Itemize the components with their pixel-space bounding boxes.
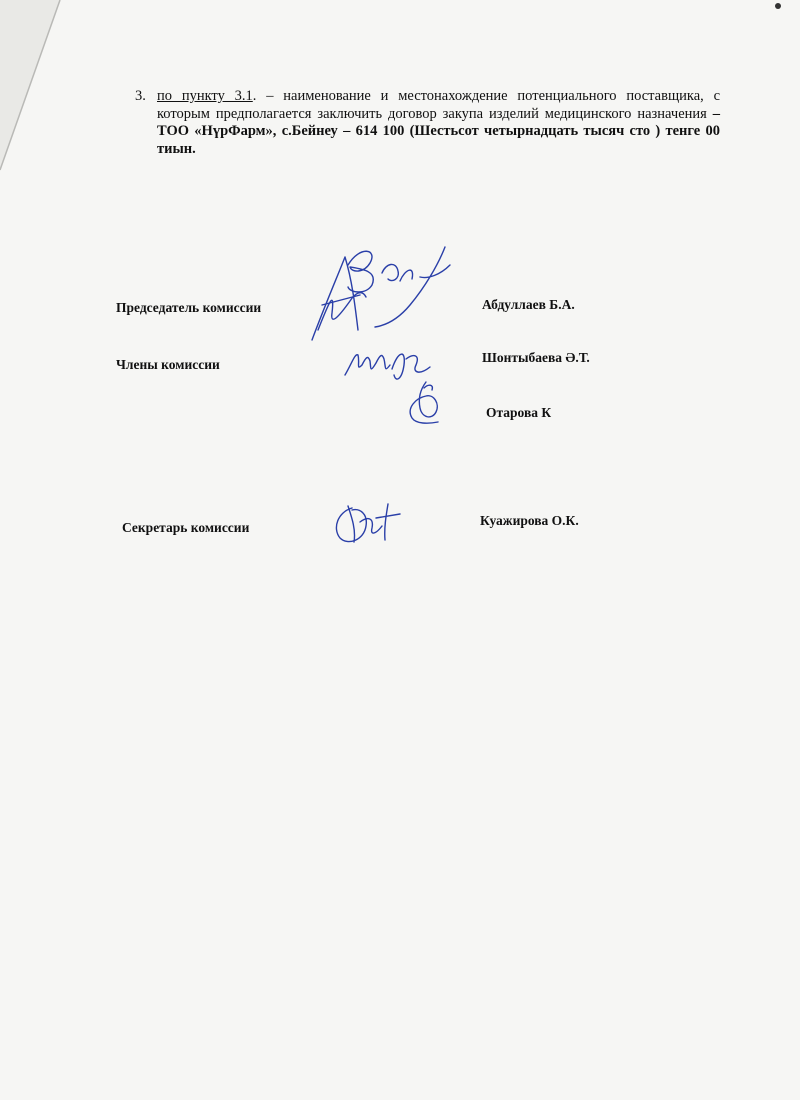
- secretary-signature: [330, 498, 405, 548]
- clause-3: [135, 88, 720, 158]
- secretary-role-label: Секретарь комиссии: [122, 520, 250, 535]
- chairman-signature: [300, 235, 470, 350]
- clause-body: [157, 88, 720, 158]
- member-2-name: Отарова К: [486, 405, 552, 420]
- clause-number: 3.: [135, 88, 146, 104]
- clause-text: . – наименование и местонахождение потенциального поставщика, с которым предполагается заключить договор закупа изделий медицинского назначения: [157, 88, 721, 122]
- chairman-role-label: Председатель комиссии: [116, 300, 262, 315]
- secretary-name: Куажирова О.К.: [480, 513, 579, 528]
- member-2-signature: [398, 378, 448, 428]
- chairman-name: Абдуллаев Б.А.: [482, 297, 575, 312]
- member-1-name: Шонтыбаева Ә.Т.: [482, 350, 590, 365]
- clause-reference-link[interactable]: по пункту 3.1: [157, 88, 253, 104]
- members-role-label: Члены комиссии: [116, 357, 220, 372]
- clause-supplier-amount: – ТОО «НүрФарм», с.Бейнеу – 614 100 (Шестьсот четырнадцать тысяч сто ) тенге 00 тиын.: [157, 105, 720, 157]
